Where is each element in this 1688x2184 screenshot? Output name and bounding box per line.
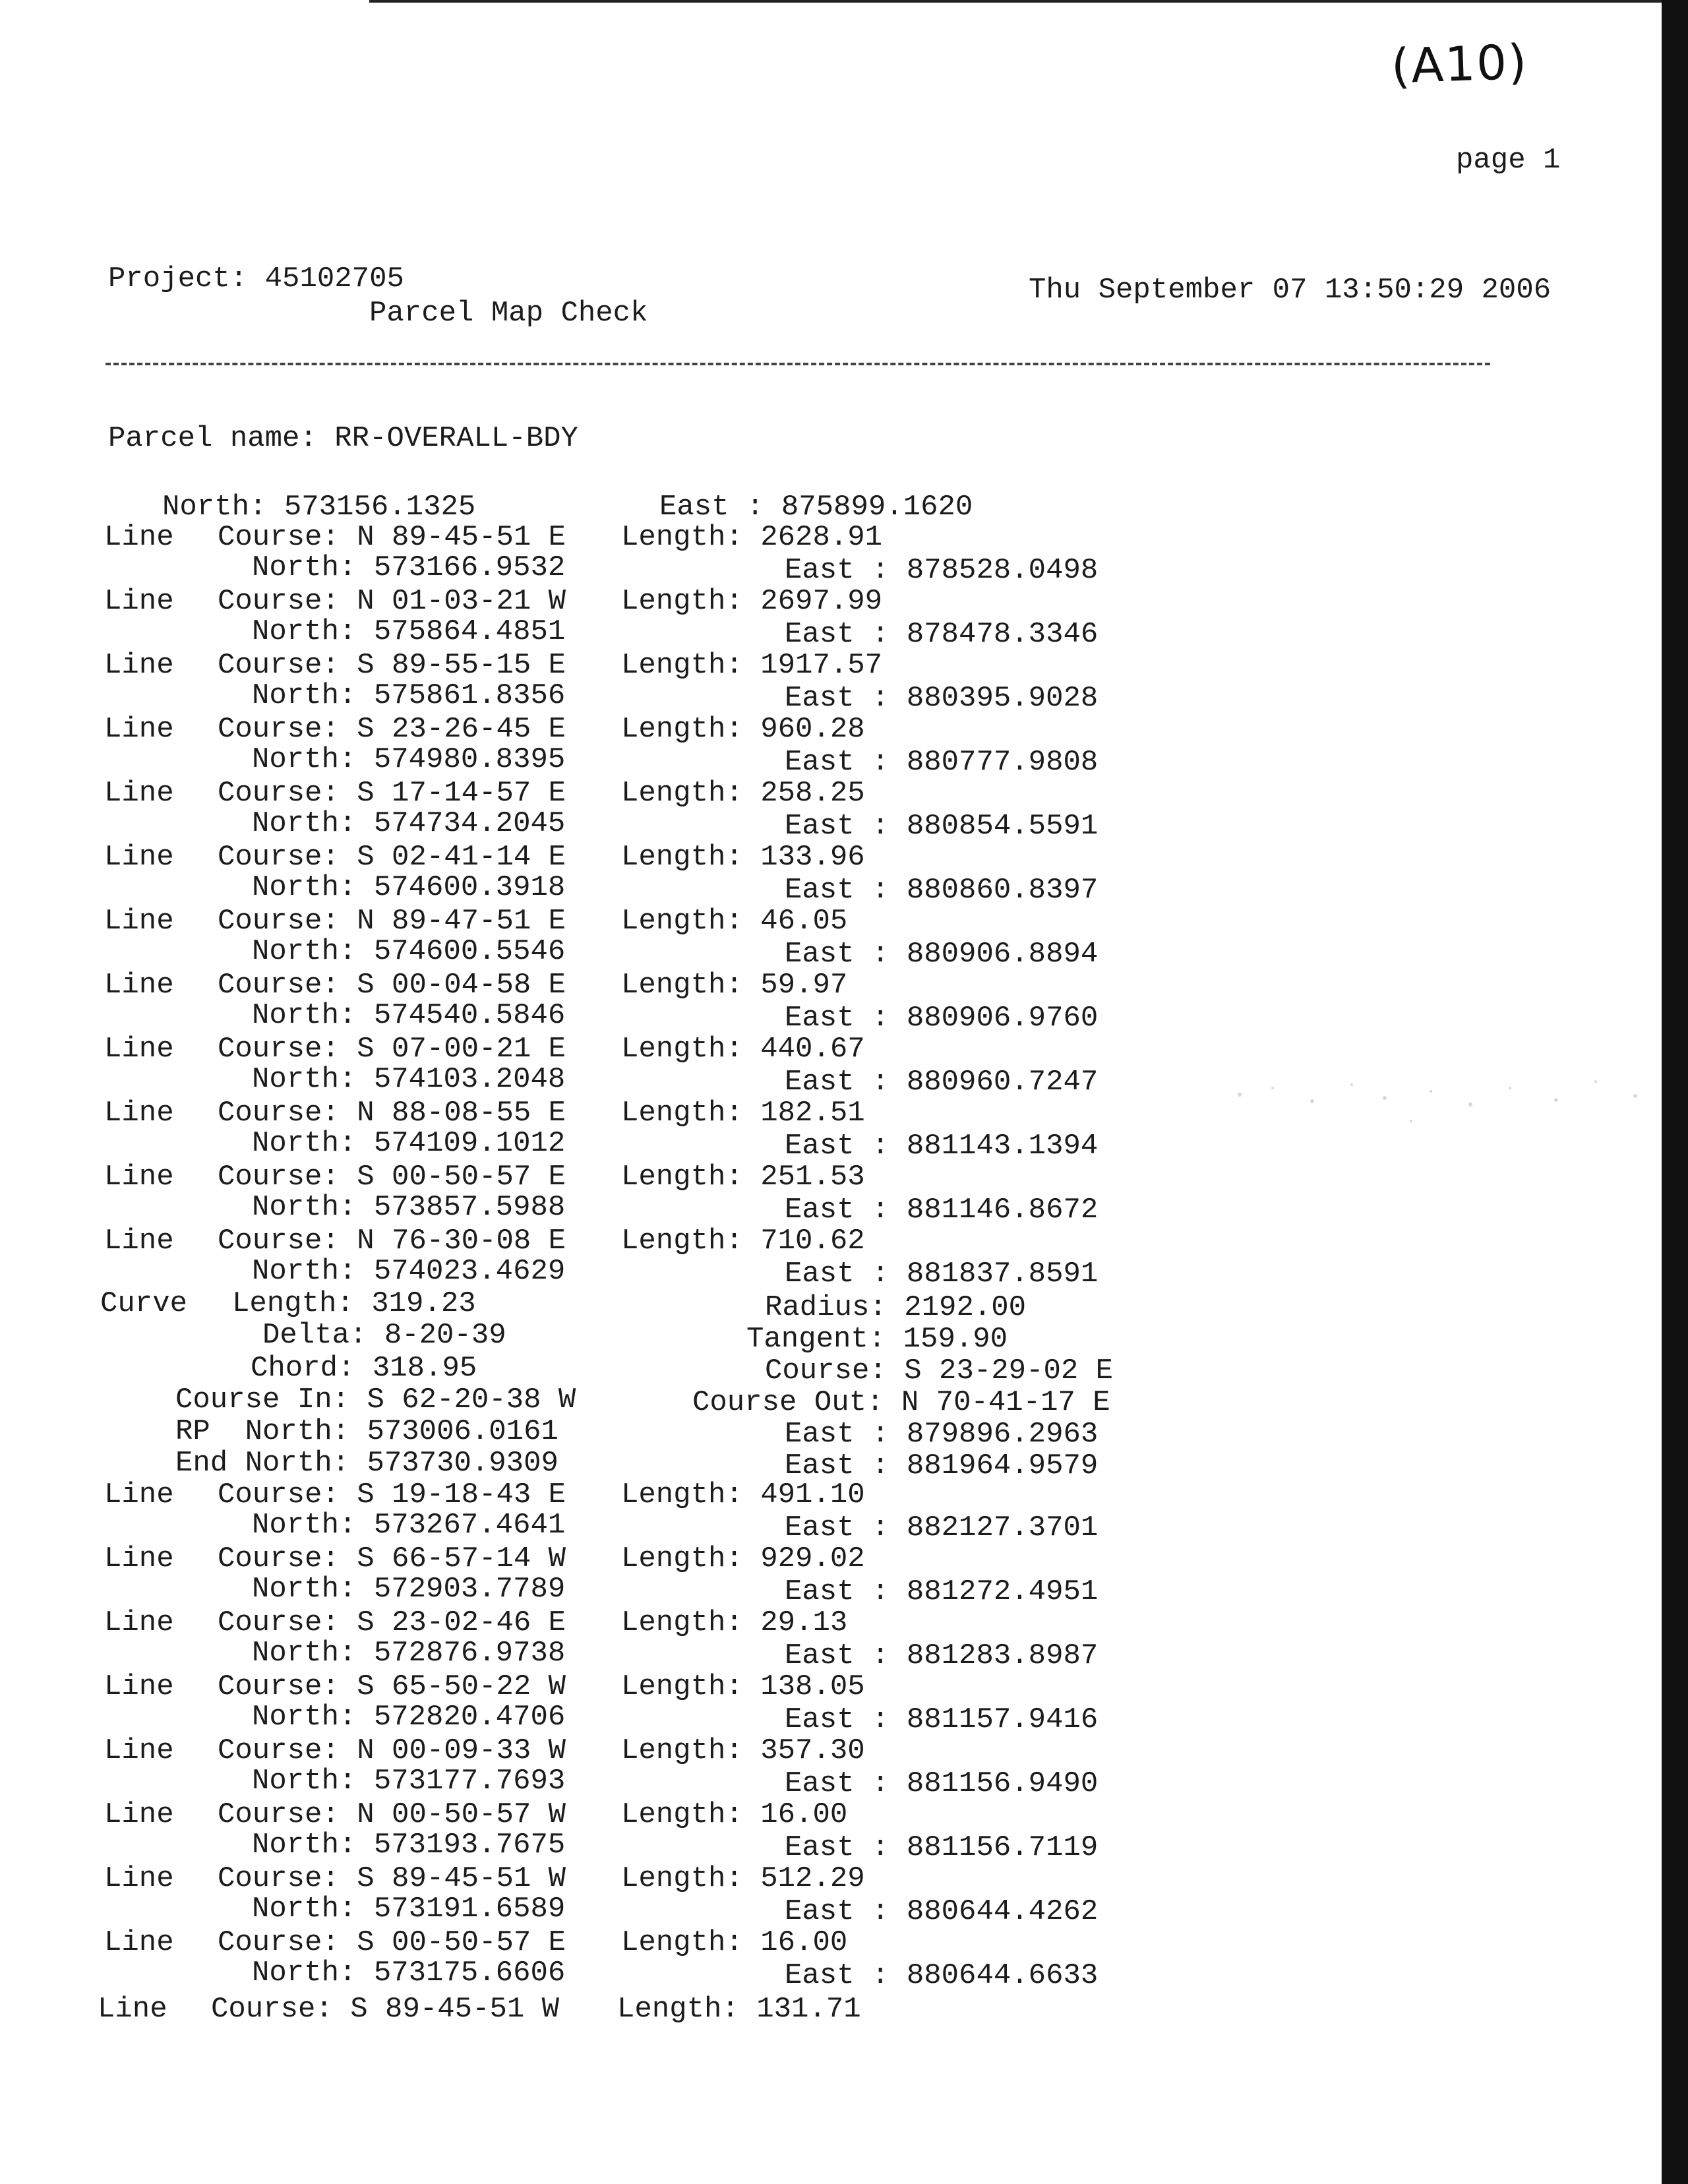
line-record-kind: Line (104, 1161, 174, 1194)
line-record-course: Course: S 02-41-14 E (218, 841, 566, 874)
line-record-course: Course: S 17-14-57 E (218, 777, 566, 810)
line-record-kind: Line (104, 969, 174, 1002)
line-record-kind: Line (104, 1926, 174, 1959)
line-record-kind: Line (104, 1033, 174, 1066)
line-record-course: Course: N 89-45-51 E (218, 521, 566, 554)
curve-course-out: Course Out: N 70-41-17 E (692, 1386, 1110, 1419)
line-record-kind: Line (104, 1862, 174, 1895)
timestamp: Thu September 07 13:50:29 2006 (1029, 274, 1552, 307)
line-record-course: Course: S 65-50-22 W (218, 1670, 566, 1703)
line-record-north: North: 574103.2048 (252, 1063, 566, 1096)
curve-end-east: East : 881964.9579 (785, 1449, 1099, 1482)
start-east: East : 875899.1620 (659, 491, 973, 524)
line-record-length: Length: 16.00 (621, 1798, 848, 1831)
line-record-north: North: 572903.7789 (252, 1573, 566, 1606)
handwritten-mark: (A10) (1390, 34, 1529, 94)
line-record-north: North: 574109.1012 (252, 1127, 566, 1160)
line-record-kind: Line (104, 1478, 174, 1511)
line-record-east: East : 881837.8591 (785, 1258, 1099, 1290)
line-record-east: East : 880644.4262 (785, 1895, 1099, 1928)
line-record-length: Length: 1917.57 (621, 649, 883, 682)
project-label: Project: 45102705 (108, 262, 404, 295)
top-edge-rule (369, 0, 1688, 3)
dashed-separator (106, 363, 1490, 365)
document-title: Parcel Map Check (369, 297, 648, 330)
line-record-length: Length: 2697.99 (621, 585, 883, 618)
line-record-kind: Line (104, 1542, 174, 1575)
line-record-east: East : 882127.3701 (785, 1511, 1099, 1544)
curve-course-in: Course In: S 62-20-38 W (175, 1383, 576, 1416)
line-record-east: East : 880854.5591 (785, 810, 1099, 843)
start-north: North: 573156.1325 (162, 491, 476, 524)
line-record-north: North: 572876.9738 (252, 1637, 566, 1670)
line-record-kind: Line (104, 585, 174, 618)
line-record-east: East : 881156.9490 (785, 1767, 1099, 1800)
line-record-length: Length: 491.10 (621, 1478, 865, 1511)
line-record-kind: Line (104, 1798, 174, 1831)
line-record-length: Length: 138.05 (621, 1670, 865, 1703)
line-record-east: East : 880644.6633 (785, 1959, 1099, 1992)
line-record-length: Length: 357.30 (621, 1734, 865, 1767)
line-record-east: East : 880860.8397 (785, 874, 1099, 907)
line-record-north: North: 573166.9532 (252, 551, 566, 584)
line-record-length: Length: 59.97 (621, 969, 848, 1002)
line-record-course: Course: S 23-26-45 E (218, 713, 566, 746)
line-record-length: Length: 512.29 (621, 1862, 865, 1895)
line-record-north: North: 574734.2045 (252, 807, 566, 840)
line-record-east: East : 881143.1394 (785, 1130, 1099, 1163)
line-record-east: East : 881283.8987 (785, 1639, 1099, 1672)
line-record-length: Length: 29.13 (621, 1606, 848, 1639)
line-record-north: North: 575861.8356 (252, 679, 566, 712)
line-record-course: Course: S 07-00-21 E (218, 1033, 566, 1066)
line-record-east: East : 880906.9760 (785, 1002, 1099, 1035)
line-record-east: East : 881156.7119 (785, 1831, 1099, 1864)
line-record-length: Length: 929.02 (621, 1542, 865, 1575)
line-record-course: Course: S 23-02-46 E (218, 1606, 566, 1639)
line-record-length: Length: 710.62 (621, 1225, 865, 1258)
page-number: page 1 (1456, 144, 1561, 177)
line-record-length: Length: 46.05 (621, 905, 848, 938)
last-line-length: Length: 131.71 (617, 1993, 861, 2026)
line-record-kind: Line (104, 521, 174, 554)
curve-kind: Curve (100, 1287, 188, 1320)
line-record-kind: Line (104, 1606, 174, 1639)
line-record-north: North: 574540.5846 (252, 999, 566, 1032)
line-record-north: North: 573191.6589 (252, 1893, 566, 1926)
line-record-course: Course: N 00-09-33 W (218, 1734, 566, 1767)
line-record-east: East : 880906.8894 (785, 938, 1099, 971)
curve-radius: Radius: 2192.00 (765, 1291, 1027, 1324)
line-record-north: North: 572820.4706 (252, 1701, 566, 1734)
line-record-kind: Line (104, 1670, 174, 1703)
line-record-course: Course: N 89-47-51 E (218, 905, 566, 938)
line-record-length: Length: 251.53 (621, 1161, 865, 1194)
curve-course: Course: S 23-29-02 E (765, 1354, 1114, 1387)
line-record-east: East : 880960.7247 (785, 1066, 1099, 1099)
line-record-course: Course: N 01-03-21 W (218, 585, 566, 618)
line-record-kind: Line (104, 777, 174, 810)
line-record-length: Length: 2628.91 (621, 521, 883, 554)
line-record-north: North: 573193.7675 (252, 1829, 566, 1862)
line-record-course: Course: S 89-55-15 E (218, 649, 566, 682)
line-record-kind: Line (104, 1097, 174, 1130)
line-record-course: Course: N 76-30-08 E (218, 1225, 566, 1258)
last-line-course: Course: S 89-45-51 W (211, 1993, 560, 2026)
curve-delta: Delta: 8-20-39 (262, 1319, 506, 1352)
line-record-kind: Line (104, 841, 174, 874)
line-record-east: East : 881157.9416 (785, 1703, 1099, 1736)
line-record-north: North: 573177.7693 (252, 1765, 566, 1798)
line-record-east: East : 881146.8672 (785, 1194, 1099, 1227)
line-record-length: Length: 440.67 (621, 1033, 865, 1066)
line-record-kind: Line (104, 649, 174, 682)
curve-rp-east: East : 879896.2963 (785, 1418, 1099, 1451)
line-record-course: Course: S 00-50-57 E (218, 1161, 566, 1194)
line-record-north: North: 574600.3918 (252, 871, 566, 904)
line-record-north: North: 574023.4629 (252, 1255, 566, 1288)
last-line-kind: Line (98, 1993, 167, 2026)
line-record-kind: Line (104, 1734, 174, 1767)
line-record-north: North: 575864.4851 (252, 615, 566, 648)
line-record-course: Course: S 00-04-58 E (218, 969, 566, 1002)
line-record-north: North: 573175.6606 (252, 1957, 566, 1989)
line-record-length: Length: 258.25 (621, 777, 865, 810)
line-record-course: Course: N 88-08-55 E (218, 1097, 566, 1130)
curve-rp-north: RP North: 573006.0161 (175, 1415, 558, 1448)
line-record-length: Length: 960.28 (621, 713, 865, 746)
curve-end-north: End North: 573730.9309 (175, 1447, 558, 1480)
curve-chord: Chord: 318.95 (251, 1352, 477, 1385)
line-record-north: North: 573267.4641 (252, 1509, 566, 1542)
line-record-east: East : 881272.4951 (785, 1575, 1099, 1608)
line-record-east: East : 880395.9028 (785, 682, 1099, 715)
line-record-course: Course: S 66-57-14 W (218, 1542, 566, 1575)
line-record-north: North: 573857.5988 (252, 1191, 566, 1224)
line-record-north: North: 574980.8395 (252, 743, 566, 776)
line-record-length: Length: 16.00 (621, 1926, 848, 1959)
line-record-east: East : 878478.3346 (785, 618, 1099, 651)
parcel-name: Parcel name: RR-OVERALL-BDY (108, 422, 578, 455)
line-record-kind: Line (104, 905, 174, 938)
curve-length: Length: 319.23 (232, 1287, 476, 1320)
line-record-east: East : 878528.0498 (785, 554, 1099, 587)
line-record-course: Course: S 00-50-57 E (218, 1926, 566, 1959)
line-record-kind: Line (104, 1225, 174, 1258)
line-record-length: Length: 133.96 (621, 841, 865, 874)
line-record-course: Course: N 00-50-57 W (218, 1798, 566, 1831)
line-record-length: Length: 182.51 (621, 1097, 865, 1130)
line-record-east: East : 880777.9808 (785, 746, 1099, 779)
line-record-north: North: 574600.5546 (252, 935, 566, 968)
line-record-course: Course: S 19-18-43 E (218, 1478, 566, 1511)
scan-noise-artifact (1213, 1022, 1675, 1167)
curve-tangent: Tangent: 159.90 (746, 1323, 1008, 1356)
line-record-course: Course: S 89-45-51 W (218, 1862, 566, 1895)
line-record-kind: Line (104, 713, 174, 746)
